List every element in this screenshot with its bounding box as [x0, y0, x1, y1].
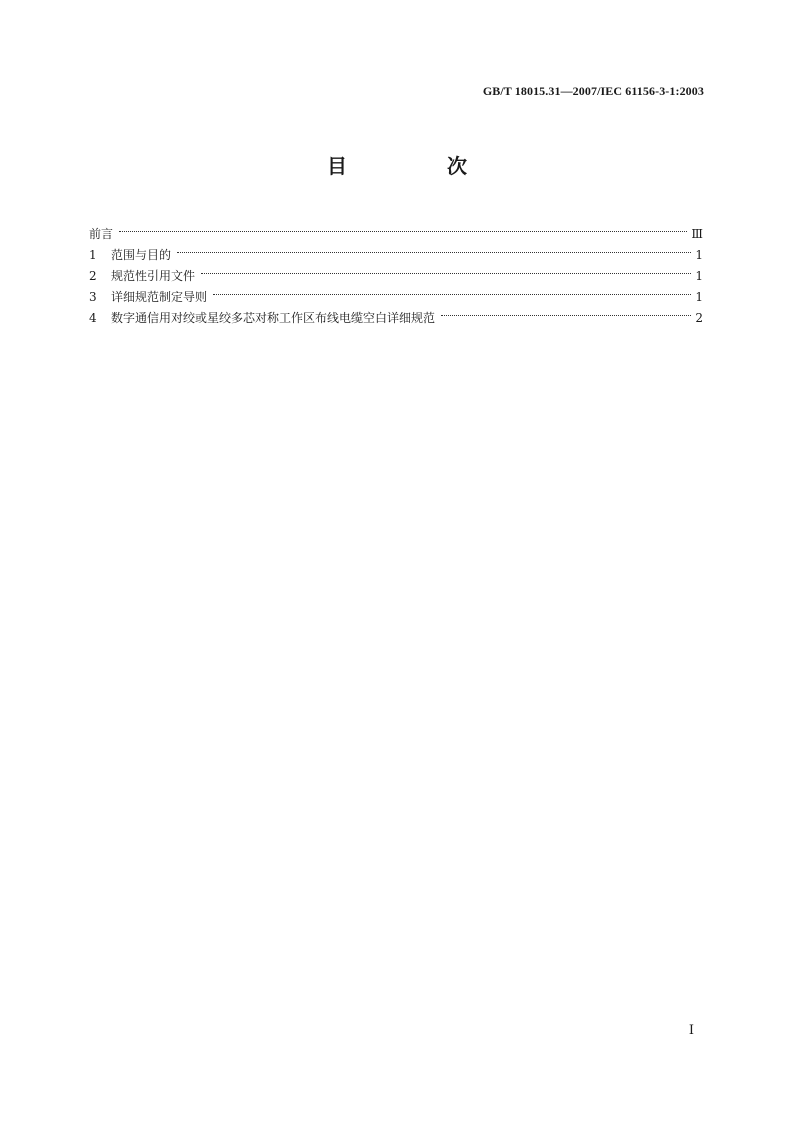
toc-item-label: 详细规范制定导则 [111, 290, 208, 304]
toc-item-page: 1 [695, 269, 703, 283]
toc-item-scope[interactable] [89, 238, 703, 262]
toc-item-normative-references[interactable] [89, 259, 703, 283]
page-folio: Ⅰ [688, 1022, 694, 1037]
toc-leader-dots [119, 217, 687, 238]
standard-number-header [483, 84, 704, 99]
table-of-contents [89, 217, 703, 325]
standard-number: GB/T 18015.31—2007/IEC 61156-3-1:2003 [482, 84, 704, 98]
toc-item-number: 1 [89, 248, 97, 262]
toc-item-number: 3 [89, 290, 97, 304]
toc-item-number: 4 [89, 311, 97, 325]
toc-item-number: 2 [89, 269, 97, 283]
toc-item-label: 规范性引用文件 [111, 269, 196, 283]
toc-item-label: 前言 [89, 227, 114, 241]
toc-leader-dots [213, 280, 691, 301]
page-title: 目 次 [327, 154, 507, 178]
toc-item-foreword[interactable] [89, 217, 703, 241]
toc-item-page: Ⅲ [691, 227, 703, 241]
toc-item-page: 1 [695, 248, 703, 262]
toc-item-label: 范围与目的 [111, 248, 172, 262]
toc-item-page: 2 [695, 311, 703, 325]
toc-item-page: 1 [695, 290, 703, 304]
toc-item-label: 数字通信用对绞或星绞多芯对称工作区布线电缆空白详细规范 [111, 311, 436, 325]
toc-leader-dots [201, 259, 691, 280]
toc-leader-dots [441, 301, 691, 322]
toc-leader-dots [177, 238, 691, 259]
